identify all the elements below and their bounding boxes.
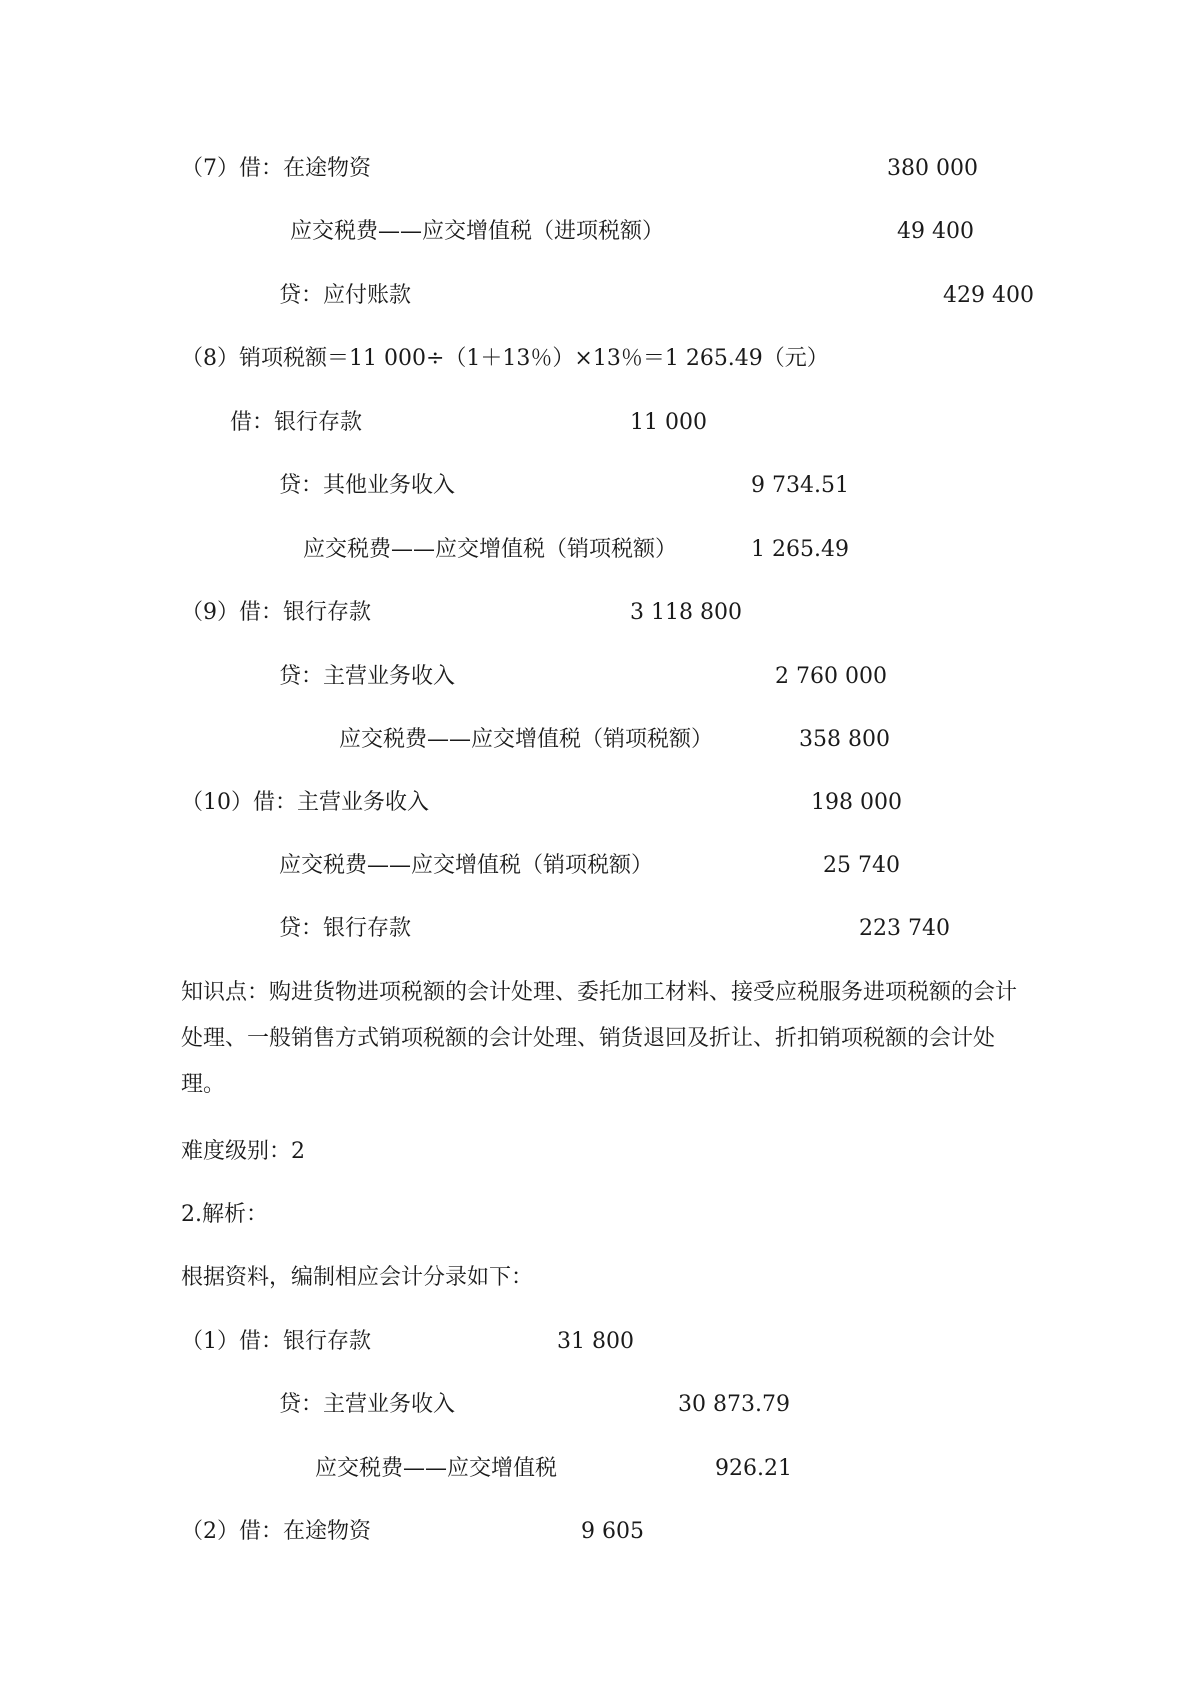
entry-7-credit-label: 贷：应付账款 [279, 283, 412, 308]
knowledge-points: 知识点：购进货物进项税额的会计处理、委托加工材料、接受应税服务进项税额的会计处理、一般销售方式销项税额的会计处理、销货退回及折让、折扣销项税额的会计处理。 [181, 980, 1018, 1097]
entry-9-credit-amount: 2 760 000 [775, 664, 887, 689]
entry-10-credit-label: 贷：银行存款 [279, 916, 412, 941]
entry-7-credit-amount: 429 400 [943, 283, 1034, 308]
difficulty-level: 难度级别：2 [181, 1139, 305, 1164]
section-title: 2.解析： [181, 1202, 268, 1227]
entry-9-tax-amount: 358 800 [799, 727, 890, 752]
entry-8-tax-label: 应交税费——应交增值税（销项税额） [303, 537, 678, 562]
entry-10-debit-amount: 198 000 [811, 790, 902, 815]
entry-10-debit-label: （10）借：主营业务收入 [181, 790, 429, 815]
entry2-1-debit-label: （1）借：银行存款 [181, 1329, 371, 1354]
entry2-2-debit-amount: 9 605 [581, 1519, 644, 1544]
entry-7-debit-label: （7）借：在途物资 [181, 156, 371, 181]
entry2-1-tax-label: 应交税费——应交增值税 [315, 1456, 558, 1481]
entry2-2-debit-label: （2）借：在途物资 [181, 1519, 371, 1544]
entry-8-credit-amount: 9 734.51 [751, 473, 849, 498]
entry-9-debit-amount: 3 118 800 [630, 600, 742, 625]
entry-8-formula: （8）销项税额＝11 000÷（1＋13％）×13％＝1 265.49（元） [181, 346, 829, 371]
entry-10-tax-label: 应交税费——应交增值税（销项税额） [279, 853, 654, 878]
entry2-1-credit-label: 贷：主营业务收入 [279, 1392, 456, 1417]
entry-7-debit-amount: 380 000 [887, 156, 978, 181]
entry-10-tax-amount: 25 740 [823, 853, 900, 878]
entry-7-tax-amount: 49 400 [897, 219, 974, 244]
entry-8-debit-amount: 11 000 [630, 410, 707, 435]
entry2-1-credit-amount: 30 873.79 [678, 1392, 790, 1417]
entry-9-tax-label: 应交税费——应交增值税（销项税额） [339, 727, 714, 752]
entry-8-credit-label: 贷：其他业务收入 [279, 473, 456, 498]
entry2-1-debit-amount: 31 800 [557, 1329, 634, 1354]
entry2-1-tax-amount: 926.21 [715, 1456, 792, 1481]
entry-8-tax-amount: 1 265.49 [751, 537, 849, 562]
section-intro: 根据资料，编制相应会计分录如下： [181, 1265, 534, 1290]
entry-9-credit-label: 贷：主营业务收入 [279, 664, 456, 689]
entry-8-debit-label: 借：银行存款 [230, 410, 363, 435]
entry-9-debit-label: （9）借：银行存款 [181, 600, 371, 625]
entry-10-credit-amount: 223 740 [859, 916, 950, 941]
entry-7-tax-label: 应交税费——应交增值税（进项税额） [290, 219, 665, 244]
